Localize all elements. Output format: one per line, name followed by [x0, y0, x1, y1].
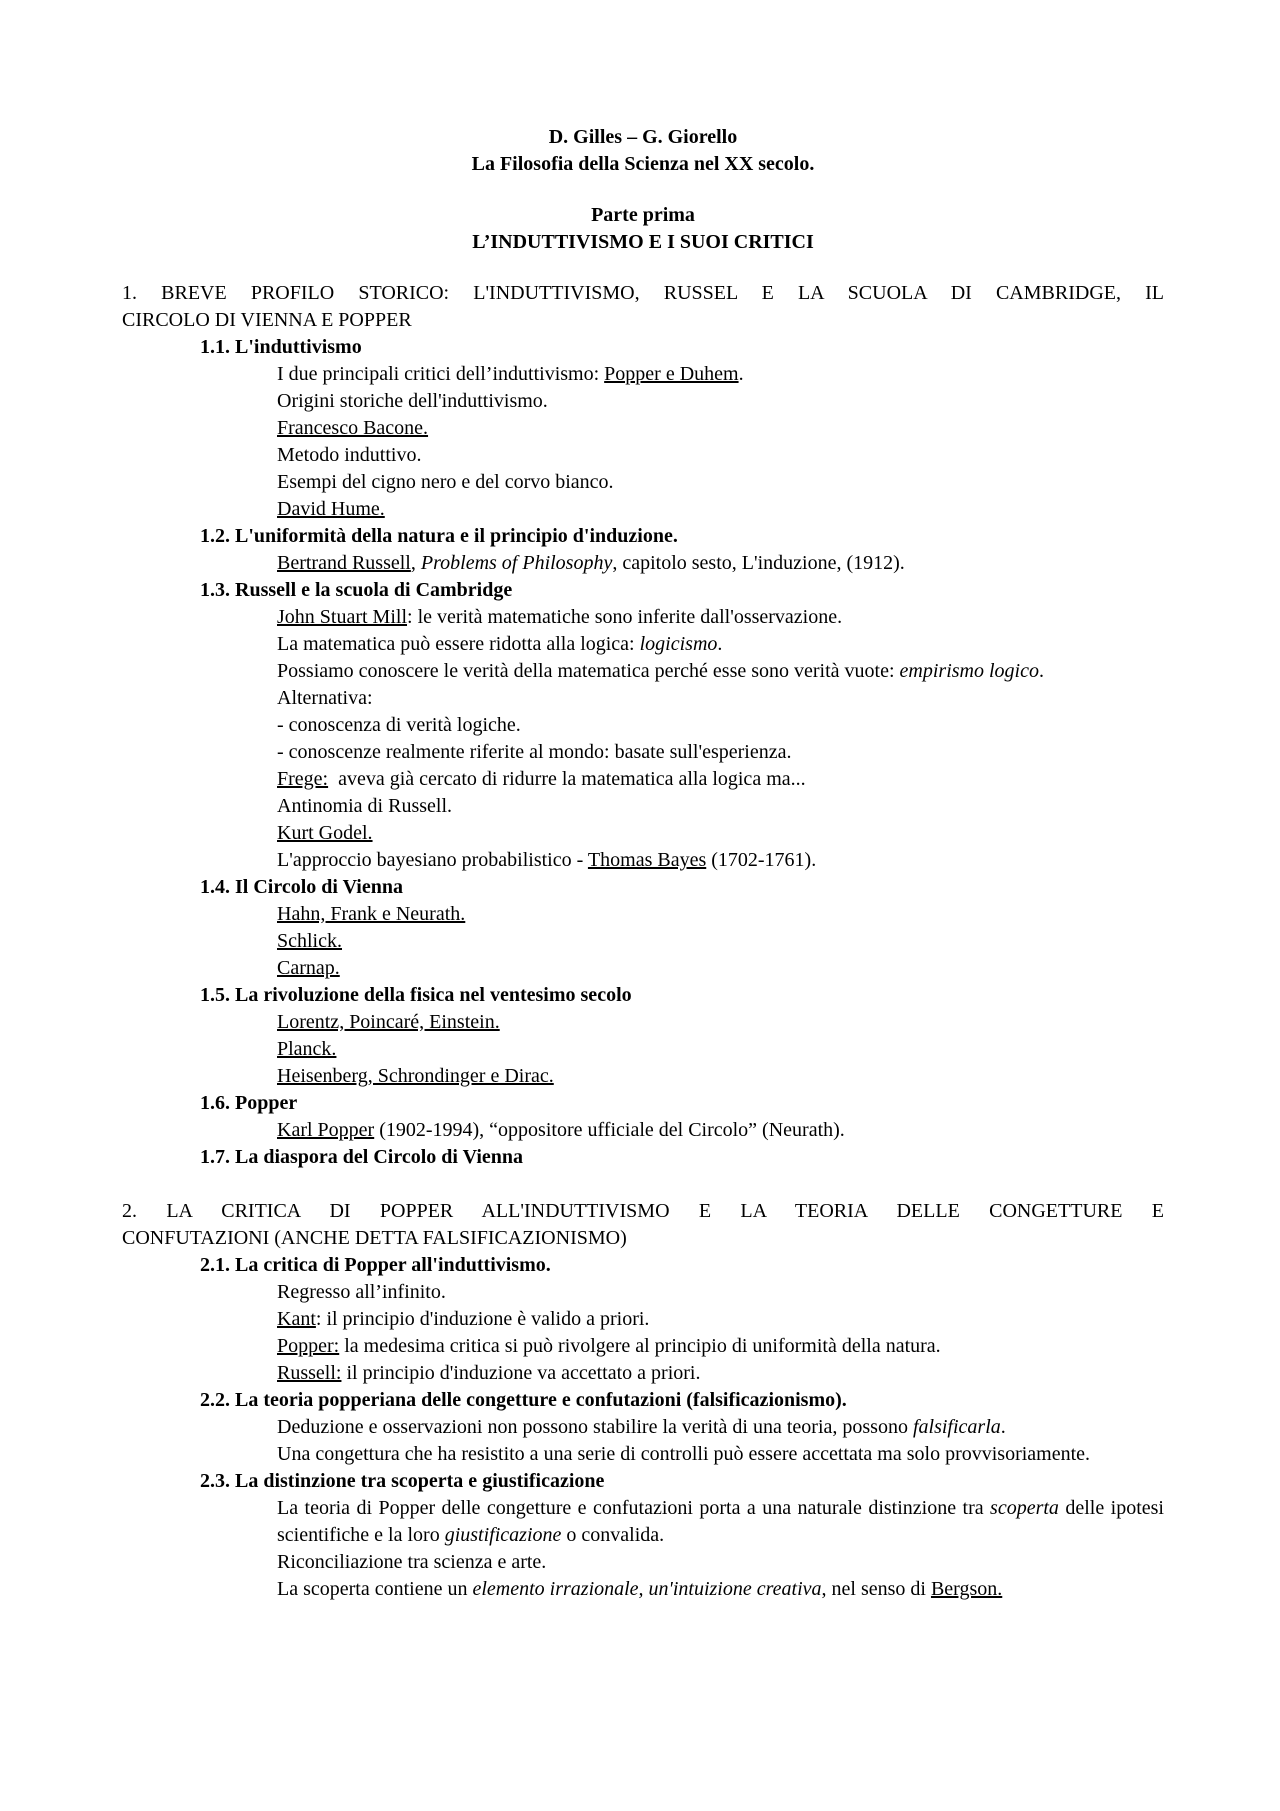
reference-link: Thomas Bayes: [587, 849, 707, 871]
reference-link: Bergson.: [930, 1578, 1003, 1600]
list-item: La matematica può essere ridotta alla logica: logicismo.: [277, 633, 723, 655]
list-item: [122, 1009, 1164, 1036]
subsection-1-1-title: 1.1. L'induttivismo: [200, 336, 362, 358]
list-item: [122, 415, 1164, 442]
reference-link: Russell:: [277, 1362, 342, 1384]
list-item: [122, 928, 1164, 955]
reference-link: Karl Popper: [277, 1119, 375, 1141]
list-item: La scoperta contiene un elemento irrazionale, un'intuizione creativa, nel senso di Bergson.: [277, 1578, 1003, 1600]
list-item: Bertrand Russell, Problems of Philosophy, capitolo sesto, L'induzione, (1912).: [277, 552, 905, 574]
list-item: [122, 820, 1164, 847]
list-item: Origini storiche dell'induttivismo.: [277, 390, 548, 412]
list-item: La teoria di Popper delle congetture e confutazioni porta a una naturale distinzione tra scoperta delle ipotesi scientifiche e la loro giustificazione o convalida.: [277, 1497, 1164, 1546]
subsection-1-5-title: 1.5. La rivoluzione della fisica nel ventesimo secolo: [200, 984, 632, 1006]
list-item: [122, 1036, 1164, 1063]
part-label: Parte prima: [591, 204, 695, 226]
reference-link: Francesco Bacone.: [277, 417, 429, 439]
part-heading: [122, 202, 1164, 256]
authors: D. Gilles – G. Giorello: [548, 126, 738, 148]
list-item: [122, 1063, 1164, 1090]
reference-link: Bertrand Russell: [277, 552, 411, 574]
list-item: [122, 901, 1164, 928]
part-title: L’INDUTTIVISMO E I SUOI CRITICI: [472, 231, 814, 253]
list-item: Possiamo conoscere le verità della matematica perché esse sono verità vuote: empirismo logico.: [277, 660, 1044, 682]
reference-link: Carnap.: [277, 957, 340, 979]
document-header: [122, 124, 1164, 178]
section-2-title-line1: 2. LA CRITICA DI POPPER ALL'INDUTTIVISMO E LA TEORIA DELLE CONGETTURE E: [122, 1200, 1164, 1222]
reference-link: Planck.: [277, 1038, 337, 1060]
reference-link: Frege:: [277, 768, 329, 790]
subsection-1-2-title: 1.2. L'uniformità della natura e il principio d'induzione.: [200, 525, 678, 547]
list-item: John Stuart Mill: le verità matematiche sono inferite dall'osservazione.: [277, 606, 843, 628]
section-1-title-line2: CIRCOLO DI VIENNA E POPPER: [122, 309, 412, 331]
list-item: Esempi del cigno nero e del corvo bianco.: [277, 471, 614, 493]
subsection-1-4-title: 1.4. Il Circolo di Vienna: [200, 876, 403, 898]
list-item: Regresso all’infinito.: [277, 1281, 446, 1303]
list-item: - conoscenze realmente riferite al mondo: basate sull'esperienza.: [277, 741, 792, 763]
reference-link: Kant: [277, 1308, 316, 1330]
list-item: [122, 496, 1164, 523]
section-1-title-line1: 1. BREVE PROFILO STORICO: L'INDUTTIVISMO, RUSSEL E LA SCUOLA DI CAMBRIDGE, IL: [122, 282, 1164, 304]
list-item: I due principali critici dell’induttivismo: Popper e Duhem.: [277, 363, 744, 385]
reference-link: David Hume.: [277, 498, 385, 520]
list-item: Metodo induttivo.: [277, 444, 422, 466]
list-item: L'approccio bayesiano probabilistico - Thomas Bayes (1702-1761).: [277, 849, 817, 871]
reference-link: Kurt Godel.: [277, 822, 373, 844]
reference-link: Lorentz, Poincaré, Einstein.: [277, 1011, 500, 1033]
section-spacer: [122, 1171, 1164, 1198]
document-title: La Filosofia della Scienza nel XX secolo.: [471, 153, 815, 175]
list-item: Alternativa:: [277, 687, 373, 709]
section-2-title-line2: CONFUTAZIONI (ANCHE DETTA FALSIFICAZIONISMO): [122, 1227, 627, 1249]
subsection-1-3-title: 1.3. Russell e la scuola di Cambridge: [200, 579, 513, 601]
section-2: [122, 1198, 1164, 1603]
list-item: Riconciliazione tra scienza e arte.: [277, 1551, 547, 1573]
reference-link: Popper e Duhem: [604, 363, 739, 385]
list-item: Karl Popper (1902-1994), “oppositore ufficiale del Circolo” (Neurath).: [277, 1119, 845, 1141]
list-item: Russell: il principio d'induzione va accettato a priori.: [277, 1362, 701, 1384]
section-1: [122, 280, 1164, 1171]
list-item: Kant: il principio d'induzione è valido a priori.: [277, 1308, 650, 1330]
subsection-2-3-title: 2.3. La distinzione tra scoperta e giustificazione: [200, 1470, 605, 1492]
list-item: [122, 955, 1164, 982]
subsection-2-2-title: 2.2. La teoria popperiana delle congetture e confutazioni (falsificazionismo).: [200, 1389, 847, 1411]
subsection-2-1-title: 2.1. La critica di Popper all'induttivismo.: [200, 1254, 551, 1276]
reference-link: Schlick.: [277, 930, 342, 952]
list-item: Deduzione e osservazioni non possono stabilire la verità di una teoria, possono falsificarla.: [277, 1416, 1006, 1438]
reference-link: Heisenberg, Schrondinger e Dirac.: [277, 1065, 554, 1087]
subsection-1-6-title: 1.6. Popper: [200, 1092, 298, 1114]
list-item: - conoscenza di verità logiche.: [277, 714, 521, 736]
list-item: Una congettura che ha resistito a una serie di controlli può essere accettata ma solo provvisoriamente.: [277, 1443, 1091, 1465]
list-item: Frege: aveva già cercato di ridurre la matematica alla logica ma...: [277, 768, 806, 790]
list-item: Popper: la medesima critica si può rivolgere al principio di uniformità della natura.: [277, 1335, 941, 1357]
reference-link: Hahn, Frank e Neurath.: [277, 903, 466, 925]
reference-link: John Stuart Mill: [277, 606, 408, 628]
list-item: Antinomia di Russell.: [277, 795, 452, 817]
reference-link: Popper:: [277, 1335, 340, 1357]
subsection-1-7-title: 1.7. La diaspora del Circolo di Vienna: [200, 1146, 524, 1168]
